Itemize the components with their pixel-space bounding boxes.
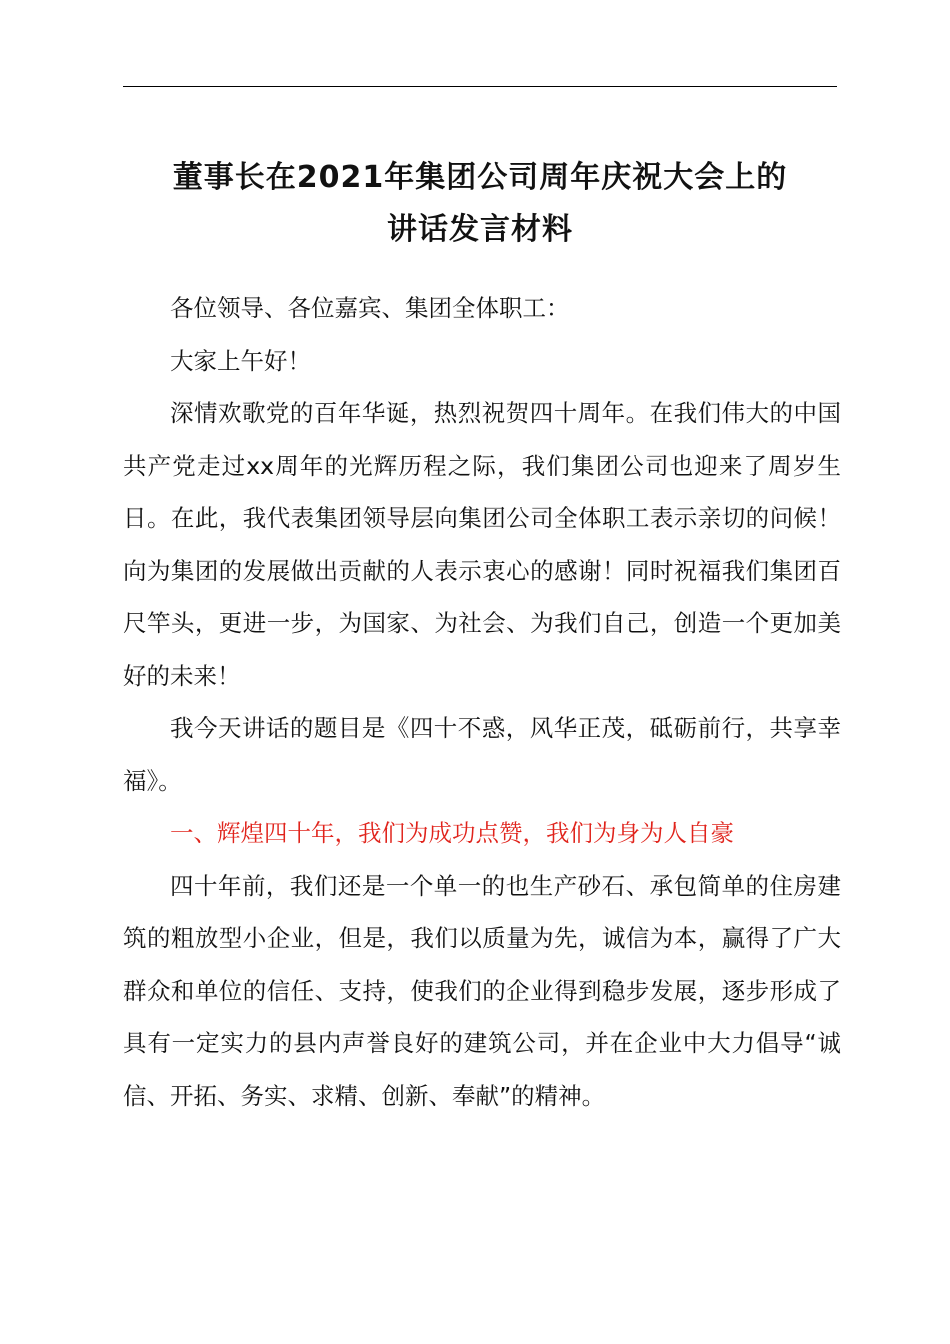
greeting: 大家上午好！ — [170, 346, 311, 375]
section-1-heading: 一、辉煌四十年，我们为成功点赞，我们为身为人自豪 — [170, 819, 734, 847]
salutation: 各位领导、各位嘉宾、集团全体职工： — [170, 294, 570, 322]
document-title — [100, 152, 860, 256]
title-line-2: 讲话发言材料 — [387, 212, 573, 247]
title-line-1: 董事长在2021年集团公司周年庆祝大会上的 — [172, 160, 788, 195]
header-rule — [123, 86, 837, 87]
paragraph-3: 四十年前，我们还是一个单一的也生产砂石、承包简单的住房建筑的粗放型小企业，但是，我们以质量为先，诚信为本，赢得了广大群众和单位的信任、支持，使我们的企业得到稳步发展，逐步形成了具有一定实力的县内声誉良好的建筑公司，并在企业中大力倡导“诚信、开拓、务实、求精、创新、奉献”的精神。 — [123, 871, 841, 1110]
paragraph-1: 深情欢歌党的百年华诞，热烈祝贺四十周年。在我们伟大的中国共产党走过xx周年的光辉历程之际，我们集团公司也迎来了周岁生日。在此，我代表集团领导层向集团公司全体职工表示亲切的问候！向为集团的发展做出贡献的人表示衷心的感谢！同时祝福我们集团百尺竿头，更进一步，为国家、为社会、为我们自己，创造一个更加美好的未来！ — [123, 399, 841, 690]
document-body — [123, 282, 841, 1122]
paragraph-2: 我今天讲话的题目是《四十不惑，风华正茂，砥砺前行，共享幸福》。 — [123, 714, 841, 795]
